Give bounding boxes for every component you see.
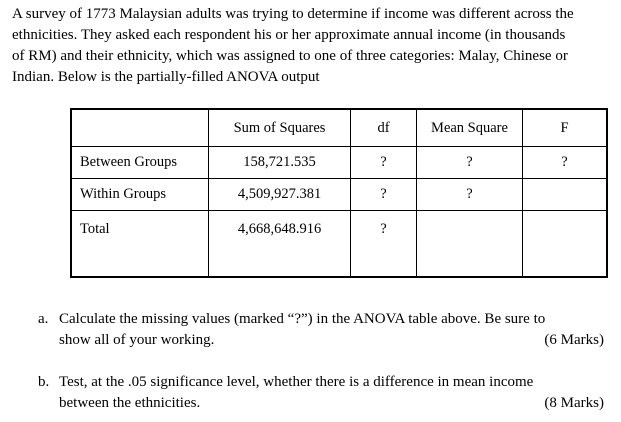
question-marks: (6 Marks)	[544, 332, 604, 348]
cell-sum-of-squares: 4,668,648.916	[209, 211, 351, 278]
intro-line: Indian. Below is the partially-filled ANOVA output	[12, 69, 320, 85]
cell-f	[523, 179, 608, 211]
question-text-line2	[59, 330, 604, 351]
question-marker: a.	[38, 311, 49, 327]
question-text-line2	[59, 393, 604, 414]
question-text: Calculate the missing values (marked “?”) in the ANOVA table above. Be sure to	[59, 311, 546, 327]
cell-mean-square: ?	[417, 147, 523, 179]
intro-paragraph	[12, 4, 615, 88]
question-marker: b.	[38, 374, 50, 390]
question-a	[38, 309, 604, 351]
header-sum-of-squares: Sum of Squares	[209, 109, 351, 147]
cell-df: ?	[351, 147, 417, 179]
table-row	[71, 179, 607, 211]
cell-mean-square: ?	[417, 179, 523, 211]
cell-df: ?	[351, 211, 417, 278]
row-source: Between Groups	[71, 147, 209, 179]
row-source: Total	[71, 211, 209, 278]
cell-f: ?	[523, 147, 608, 179]
cell-df: ?	[351, 179, 417, 211]
cell-sum-of-squares: 4,509,927.381	[209, 179, 351, 211]
header-mean-square: Mean Square	[417, 109, 523, 147]
cell-f	[523, 211, 608, 278]
cell-sum-of-squares: 158,721.535	[209, 147, 351, 179]
anova-table	[70, 108, 608, 278]
header-df: df	[351, 109, 417, 147]
table-row	[71, 211, 607, 278]
cell-mean-square	[417, 211, 523, 278]
question-marks: (8 Marks)	[544, 395, 604, 411]
intro-line: of RM) and their ethnicity, which was assigned to one of three categories: Malay, Chinese or	[12, 48, 568, 64]
row-source: Within Groups	[71, 179, 209, 211]
header-source	[71, 109, 209, 147]
table-row	[71, 147, 607, 179]
table-header-row	[71, 109, 607, 147]
question-b	[38, 372, 604, 414]
question-text: show all of your working.	[59, 332, 215, 348]
question-text: Test, at the .05 significance level, whether there is a difference in mean income	[59, 374, 534, 390]
header-f: F	[523, 109, 608, 147]
intro-line: A survey of 1773 Malaysian adults was trying to determine if income was different across the	[12, 6, 574, 22]
intro-line: ethnicities. They asked each respondent his or her approximate annual income (in thousands	[12, 27, 566, 43]
question-text: between the ethnicities.	[59, 395, 201, 411]
